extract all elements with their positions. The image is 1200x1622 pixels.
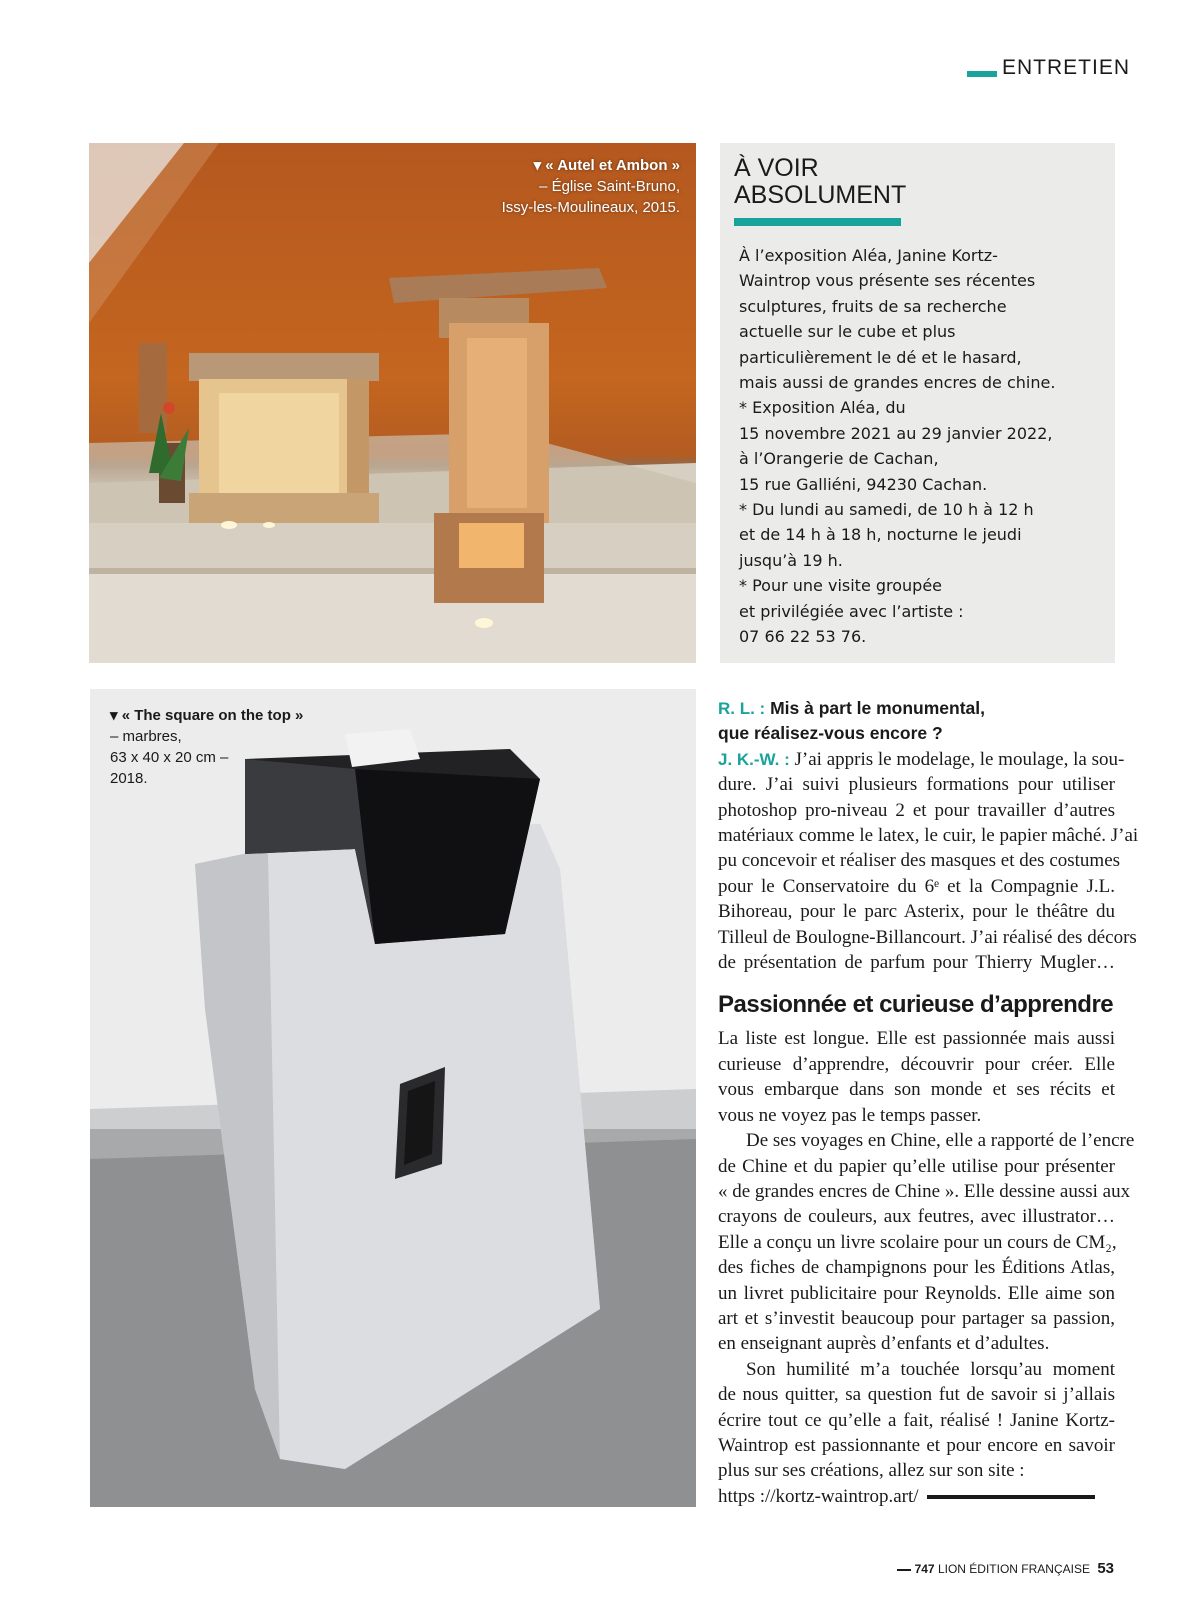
answer-line: pour le Conservatoire du 6ᵉ et la Compagnie J.L. — [718, 875, 1115, 897]
info-line: À l’exposition Aléa, Janine Kortz- — [739, 246, 998, 265]
sculpture-illustration — [90, 689, 696, 1507]
info-box-title-line: ABSOLUMENT — [734, 181, 907, 209]
caption-title: ▾ « Autel et Ambon » — [533, 157, 680, 174]
paragraph — [718, 1128, 1135, 1357]
paragraph-line: vous ne voyez pas le temps passer. — [718, 1104, 982, 1126]
info-line: 07 66 22 53 76. — [739, 627, 867, 647]
interviewer-initials: R. L. : — [718, 699, 766, 718]
paragraph-line: La liste est longue. Elle est passionnée mais aussi — [718, 1028, 1115, 1050]
interviewee-initials: J. K.-W. : — [718, 749, 790, 769]
paragraph-line: de Chine et du papier qu’elle utilise pour présenter — [718, 1155, 1115, 1177]
paragraph-line: art et s’investit beaucoup pour partager sa passion, — [718, 1307, 1115, 1329]
answer-line: photoshop pro-niveau 2 et pour travailler d’autres — [718, 799, 1115, 821]
info-box-title — [734, 155, 1034, 209]
paragraph-line: Elle a conçu un livre scolaire pour un cours de CM₂, — [718, 1231, 1117, 1253]
info-line: 15 novembre 2021 au 29 janvier 2022, — [739, 423, 1053, 443]
info-line: et de 14 h à 18 h, nocturne le jeudi — [739, 525, 1022, 545]
interview-answer — [718, 747, 1139, 976]
info-line: mais aussi de grandes encres de chine. — [739, 373, 1056, 393]
info-box-rule — [734, 218, 901, 226]
paragraph — [718, 1026, 1115, 1128]
section-label: ENTRETIEN — [1002, 56, 1131, 79]
info-box-title-line: À VOIR — [734, 154, 819, 182]
caption-title: ▾ « The square on the top » — [110, 707, 304, 724]
paragraph-line: Son humilité m’a touchée lorsqu’au moment — [746, 1358, 1115, 1380]
page-number: 53 — [1097, 1560, 1114, 1577]
paragraph-line: écrire tout ce qu’elle a fait, réalisé ! Janine Kortz- — [718, 1409, 1115, 1431]
magazine-name: LION ÉDITION FRANÇAISE — [937, 1562, 1090, 1576]
info-box-text — [739, 243, 1109, 650]
page-footer — [897, 1560, 1114, 1577]
info-line: * Exposition Aléa, du — [739, 398, 906, 418]
question-line: Mis à part le monumental, — [765, 698, 985, 718]
paragraph-line: Waintrop est passionnante et pour encore en savoir — [718, 1434, 1115, 1456]
caption-line: 2018. — [110, 770, 148, 787]
sculpture-photo — [90, 689, 696, 1507]
info-line: sculptures, fruits de sa recherche — [739, 296, 1007, 316]
question-line: que réalisez-vous encore ? — [718, 723, 943, 744]
footer-dash — [897, 1569, 911, 1571]
altar-ambo-illustration — [89, 143, 696, 663]
info-line: particulièrement le dé et le hasard, — [739, 347, 1022, 367]
paragraph-line: de nous quitter, sa question fut de savoir si j’allais — [718, 1384, 1115, 1406]
artist-website-link[interactable]: https ://kortz-waintrop.art/ — [718, 1485, 919, 1507]
info-line: * Du lundi au samedi, de 10 h à 12 h — [739, 500, 1034, 520]
answer-line: de présentation de parfum pour Thierry Mugler… — [718, 952, 1115, 974]
answer-line: J’ai appris le modelage, le moulage, la sou- — [789, 748, 1125, 770]
answer-line: dure. J’ai suivi plusieurs formations pour utiliser — [718, 774, 1115, 796]
interview-question — [718, 696, 1115, 747]
answer-line: Bihoreau, pour le parc Asterix, pour le théâtre du — [718, 901, 1115, 923]
paragraph-line: vous embarque dans son monde et ses récits et — [718, 1079, 1115, 1101]
paragraph-line: plus sur ses créations, allez sur son site : — [718, 1460, 1025, 1482]
paragraph-line: des fiches de champignons pour les Éditions Atlas, — [718, 1257, 1115, 1279]
paragraph-line: crayons de couleurs, aux feutres, avec illustrator… — [718, 1206, 1115, 1228]
info-line: et privilégiée avec l’artiste : — [739, 601, 964, 621]
article-subheading: Passionnée et curieuse d’apprendre — [718, 991, 1114, 1019]
paragraph-line: De ses voyages en Chine, elle a rapporté de l’encre — [746, 1130, 1135, 1152]
photo-caption-sculpture — [110, 705, 303, 789]
info-line: à l’Orangerie de Cachan, — [739, 449, 939, 469]
paragraph-line: un livret publicitaire pour Reynolds. Elle aime son — [718, 1282, 1115, 1304]
info-line: * Pour une visite groupée — [739, 576, 943, 596]
photo-caption-altar — [502, 155, 680, 218]
answer-line: Tilleul de Boulogne-Billancourt. J’ai réalisé des décors — [718, 926, 1137, 948]
section-accent-rule — [967, 71, 997, 77]
answer-line: pu concevoir et réaliser des masques et des costumes — [718, 850, 1121, 872]
paragraph — [718, 1357, 1115, 1509]
caption-line: Issy-les-Moulineaux, 2015. — [501, 199, 680, 216]
article-end-rule — [927, 1495, 1095, 1499]
caption-line: – Église Saint-Bruno, — [539, 178, 680, 195]
info-line: jusqu’à 19 h. — [739, 550, 843, 570]
info-box — [720, 143, 1115, 663]
caption-line: 63 x 40 x 20 cm – — [110, 749, 229, 766]
issue-number: 747 — [914, 1562, 935, 1576]
caption-line: – marbres, — [110, 728, 182, 745]
paragraph-line: curieuse d’apprendre, découvrir pour créer. Elle — [718, 1053, 1115, 1075]
info-line: Waintrop vous présente ses récentes — [739, 271, 1036, 291]
answer-line: matériaux comme le latex, le cuir, le papier mâché. J’ai — [718, 825, 1139, 847]
paragraph-line: « de grandes encres de Chine ». Elle dessine aussi aux — [718, 1180, 1131, 1202]
article-body — [718, 696, 1139, 1509]
paragraph-line: en enseignant auprès d’enfants et d’adultes. — [718, 1333, 1050, 1355]
altar-ambo-photo — [89, 143, 696, 663]
info-line: actuelle sur le cube et plus — [739, 322, 956, 342]
info-line: 15 rue Galliéni, 94230 Cachan. — [739, 474, 988, 494]
